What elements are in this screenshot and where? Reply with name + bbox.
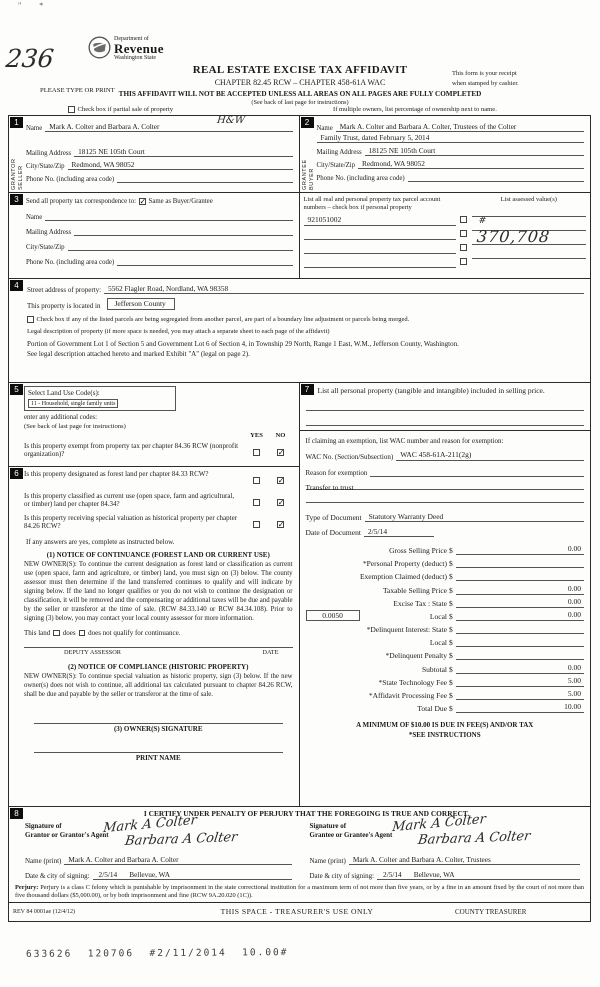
assessed-values-header: List assessed value(s) — [500, 196, 557, 203]
owner-signature-field[interactable] — [34, 716, 283, 724]
reason-label: Reason for exemption — [305, 468, 368, 477]
current-use-question-row — [24, 492, 293, 511]
exhibit-note: See legal description attached hereto and marked Exhibit "A" (legal on page 2). — [27, 349, 250, 358]
delinquent-interest-state-field[interactable] — [456, 623, 584, 634]
parcel-4-personal-checkbox[interactable] — [460, 258, 467, 265]
buyer-label: BUYER — [308, 168, 315, 190]
buyer-city-field[interactable] — [358, 159, 584, 169]
seller-mailing-label: Mailing Address — [26, 150, 72, 157]
delinquent-interest-state-label: *Delinquent Interest: State — [366, 625, 447, 635]
wac-number-value: WAC 458-61A-211(2g) — [400, 449, 472, 459]
section-5-badge: 5 — [10, 384, 23, 395]
street-address-field[interactable] — [104, 284, 584, 294]
local-rate-box[interactable]: 0.0050 — [306, 610, 360, 621]
personal-property-deduct-field[interactable] — [456, 557, 584, 568]
land-use-section — [9, 383, 299, 467]
multiple-owners-note: If multiple owners, list percentage of ownership next to name. — [333, 106, 497, 113]
personal-property-field-1[interactable] — [306, 396, 585, 411]
exemption-claim-label: If claiming an exemption, list WAC number and reason for exemption: — [305, 436, 504, 445]
exemption-claimed-field[interactable] — [456, 570, 584, 581]
wac-number-label: WAC No. (Section/Subsection) — [305, 452, 394, 461]
seller-label: SELLER — [18, 165, 24, 190]
legal-description-label: Legal description of property (if more space is needed, you may attach a separate sheet to each page of the affidavit) — [27, 328, 330, 335]
type-of-document-value: Statutory Warranty Deed — [368, 511, 444, 521]
exempt-question: Is this property exempt from property tax per chapter 84.36 RCW (nonprofit organization)? — [24, 442, 239, 459]
reason-field[interactable] — [370, 466, 584, 477]
dollar-sign: $ — [449, 704, 453, 714]
parcel-field-2[interactable] — [304, 226, 456, 240]
grantee-name-print-row — [300, 855, 585, 865]
segregated-label: Check box if any of the listed parcels are being segregated from another parcel, are part of a boundary line adjustment or parcels being merged. — [36, 316, 410, 323]
deputy-assessor-label: DEPUTY ASSESSOR — [64, 648, 121, 656]
parcel-number-1: 921051002 — [307, 214, 342, 224]
exempt-question-row — [24, 442, 293, 461]
historic-yes-checkbox[interactable] — [253, 521, 260, 528]
state-technology-fee-field[interactable]: 5.00 — [456, 676, 584, 687]
money-row — [306, 542, 585, 555]
dollar-sign: $ — [449, 585, 453, 595]
logo-revenue: Revenue — [114, 41, 164, 56]
notice-compliance-text: NEW OWNER(S): To continue special valuation as historic property, sign (3) below. If the new owner(s) does not wish to continue, all additional tax calculated pursuant to chapter 84.26 RCW, shall be due and payable by the seller or transferor at the time of sale. — [24, 672, 293, 698]
dollar-sign: $ — [449, 611, 453, 621]
money-row — [306, 581, 585, 594]
grantee-signature-block[interactable] — [300, 811, 585, 854]
assessed-value-field-4[interactable] — [472, 245, 587, 259]
yes-no-header — [24, 432, 293, 439]
money-row — [306, 608, 585, 621]
located-county-field[interactable]: Jefferson County — [107, 298, 174, 310]
corr-name-field[interactable] — [45, 211, 292, 221]
grantee-sig-label-1: Signature of — [309, 822, 347, 830]
deputy-date-label: DATE — [262, 648, 279, 656]
current-use-question: Is this property classified as current use (open space, farm and agricultural, or timber) land per chapter 84.34? — [24, 492, 235, 509]
dollar-sign: $ — [449, 664, 453, 674]
affidavit-processing-fee-field[interactable]: 5.00 — [456, 689, 584, 700]
grantor-label: GRANTOR — [11, 158, 17, 190]
warning-line: THIS AFFIDAVIT WILL NOT BE ACCEPTED UNLESS ALL AREAS ON ALL PAGES ARE FULLY COMPLETED — [118, 90, 482, 98]
dollar-sign: $ — [449, 651, 453, 661]
historic-question-row — [24, 514, 293, 533]
grantee-label: GRANTEE — [301, 159, 308, 190]
total-due-field[interactable]: 10.00 — [456, 702, 584, 713]
street-address-value: 5562 Flagler Road, Nordland, WA 98358 — [108, 284, 229, 293]
buyer-name-label: Name — [316, 125, 333, 132]
dollar-sign: $ — [449, 625, 453, 635]
dollar-sign: $ — [449, 638, 453, 648]
parties-row — [9, 116, 590, 193]
handwritten-assessed-value — [476, 208, 553, 246]
money-row — [306, 621, 585, 634]
date-of-document-label: Date of Document — [305, 527, 361, 537]
reason-field-line2[interactable] — [306, 477, 585, 490]
treasurer-validation-stamp: 633626 120706 #2/11/2014 10.00# — [25, 947, 289, 960]
section-4-badge: 4 — [10, 280, 23, 291]
land-use-title: Select Land Use Code(s): — [28, 389, 100, 397]
same-as-buyer-label: Same as Buyer/Grantee — [148, 198, 213, 205]
seller-city-label: City/State/Zip — [26, 163, 65, 170]
partial-sale-row — [68, 106, 173, 113]
partial-sale-checkbox[interactable] — [68, 106, 75, 113]
current-use-no-checkbox[interactable] — [277, 499, 284, 506]
grantor-signature-1: Mark A Colter — [102, 812, 198, 837]
subtotal-label: Subtotal — [421, 664, 447, 674]
notice-compliance-title: (2) NOTICE OF COMPLIANCE (HISTORIC PROPERTY) — [68, 662, 249, 671]
state-technology-fee-label: *State Technology Fee — [378, 677, 447, 687]
excise-tax-state-label: Excise Tax : State — [393, 598, 447, 608]
does-not-checkbox[interactable] — [79, 630, 86, 637]
grantee-sig-label-2: Grantee or Grantee's Agent — [309, 830, 393, 839]
grantor-city-field[interactable]: Bellevue, WA — [123, 870, 291, 880]
dor-logo-block — [88, 36, 164, 64]
grantee-signature-1: Mark A Colter — [391, 811, 486, 836]
excise-tax-local-field[interactable]: 0.00 — [456, 610, 584, 621]
corr-mailing-label: Mailing Address — [26, 229, 72, 236]
scan-marks: " * — [18, 1, 52, 10]
grantee-name-print-label: Name (print) — [309, 857, 346, 865]
gross-selling-price-field[interactable]: 0.00 — [456, 544, 584, 555]
section-7-badge: 7 — [301, 384, 314, 395]
seller-name-label: Name — [26, 125, 43, 132]
dollar-sign: $ — [449, 677, 453, 687]
street-address-label: Street address of property: — [27, 286, 102, 294]
dollar-sign: $ — [449, 598, 453, 608]
grantee-date-field[interactable]: 2/5/14 — [377, 870, 408, 880]
delinquent-interest-local-field[interactable] — [456, 636, 584, 647]
corr-city-label: City/State/Zip — [26, 244, 65, 251]
section7-divider — [300, 430, 591, 431]
money-table — [306, 542, 585, 713]
grantor-sig-label-2: Grantor or Grantor's Agent — [25, 830, 109, 839]
wac-number-field[interactable] — [396, 450, 584, 461]
additional-codes-label: enter any additional codes: — [24, 414, 98, 421]
personal-property-checkboxes — [456, 196, 472, 276]
delinquent-interest-local-label: Local — [429, 638, 447, 648]
grantor-signature-block[interactable] — [15, 812, 300, 854]
signature-section — [9, 807, 590, 903]
buyer-city-value: Redmond, WA 98052 — [362, 159, 425, 168]
excise-tax-local-label: Local — [429, 611, 447, 621]
yes-column-header: YES — [250, 432, 263, 439]
buyer-name-field-line2[interactable] — [317, 133, 585, 143]
grantee-date-row — [300, 870, 585, 880]
parcel-section — [300, 193, 591, 278]
deputy-assessor-line[interactable] — [24, 647, 293, 656]
perjury-text: Perjury is a class C felony which is punishable by imprisonment in the state correctional institution for a maximum term of not more than five years, or by a fine in an amount fixed by the court of not more than five thousand dollars ($5,000.00), or by both imprisonment and fine (RCW 9A.20.020 (1C)). — [15, 884, 584, 900]
located-in-label: This property is located in — [27, 302, 101, 310]
county-treasurer-label: COUNTY TREASURER — [455, 907, 527, 916]
same-as-buyer-checkbox[interactable] — [139, 198, 146, 205]
perjury-statement — [15, 884, 584, 901]
main-columns — [9, 383, 590, 807]
assessed-values-column — [472, 196, 587, 276]
chapter-line: CHAPTER 82.45 RCW – CHAPTER 458-61A WAC — [214, 78, 386, 87]
rev-number: REV 84 0001ae (12/4/12) — [13, 908, 76, 915]
grantee-date-label: Date & city of signing: — [309, 872, 375, 880]
logo-department-of: Department of — [114, 36, 149, 42]
print-name-label: PRINT NAME — [135, 753, 181, 762]
grantor-date-field[interactable]: 2/5/14 — [93, 870, 124, 880]
buyer-section — [300, 116, 591, 192]
dor-logo-icon — [88, 36, 111, 64]
money-row — [306, 674, 585, 687]
receipt-note — [452, 69, 587, 89]
buyer-mailing-value: 18125 NE 105th Court — [368, 146, 436, 155]
historic-no-checkbox[interactable] — [277, 521, 284, 528]
forest-yes-checkbox[interactable] — [253, 477, 260, 484]
parcel-field-1[interactable] — [304, 212, 456, 226]
type-of-document-field[interactable] — [365, 512, 584, 522]
grantor-sig-label-1: Signature of — [25, 822, 62, 830]
money-row — [306, 687, 585, 700]
corr-city-field[interactable] — [68, 241, 293, 251]
seller-phone-field[interactable] — [117, 173, 292, 183]
buyer-phone-label: Phone No. (including area code) — [316, 175, 405, 182]
grantor-signature-2: Barbara A Colter — [123, 829, 239, 850]
qualify-row — [24, 629, 293, 637]
parcel-header: List all real and personal property tax parcel account numbers – check box if personal property — [303, 196, 441, 211]
grantor-name-print-field[interactable] — [64, 855, 291, 865]
seller-name-value: Mark A. Colter and Barbara A. Colter — [49, 122, 160, 131]
grantor-name-print-row — [15, 855, 300, 865]
excise-tax-state-field[interactable]: 0.00 — [456, 597, 584, 608]
exempt-yes-checkbox[interactable] — [253, 449, 260, 456]
parcel-1-personal-checkbox[interactable] — [460, 216, 467, 223]
footer-row — [9, 903, 590, 920]
does-label: does — [62, 628, 76, 637]
minimum-fee-note: A MINIMUM OF $10.00 IS DUE IN FEE(S) AND/OR TAX — [356, 721, 534, 730]
form-body — [8, 115, 591, 922]
total-due-label: Total Due — [417, 704, 447, 714]
print-name-block — [24, 745, 293, 762]
correspondence-parcel-row — [9, 193, 590, 279]
grantor-date-row — [15, 870, 300, 880]
reason-value: Transfer to trust — [305, 482, 354, 492]
certify-statement: I CERTIFY UNDER PENALTY OF PERJURY THAT THE FOREGOING IS TRUE AND CORRECT. — [143, 809, 470, 818]
buyer-name-field[interactable] — [336, 122, 584, 132]
date-of-document-row — [306, 527, 585, 537]
legal-description-text: Portion of Government Lot 1 of Section 5 and Government Lot 6 of Section 4, in Township 29 North, Range 1 East, W.M., Jefferson County, Washington. — [27, 340, 459, 348]
personal-property-deduct-label: *Personal Property (deduct) — [362, 559, 447, 569]
reason-row — [306, 466, 585, 477]
money-row — [306, 660, 585, 673]
please-type-or-print: PLEASE TYPE OR PRINT — [40, 87, 115, 94]
corr-phone-field[interactable] — [117, 256, 292, 266]
owner-signature-label: (3) OWNER(S) SIGNATURE — [113, 724, 203, 733]
does-checkbox[interactable] — [53, 630, 60, 637]
grantor-name-print-value: Mark A. Colter and Barbara A. Colter — [68, 855, 179, 864]
date-of-document-value: 2/5/14 — [367, 526, 388, 536]
buyer-grantee-vertical-label — [302, 130, 315, 190]
print-name-field[interactable] — [34, 745, 283, 753]
segregated-checkbox[interactable] — [27, 316, 34, 323]
forest-no-checkbox[interactable] — [277, 477, 284, 484]
grantee-name-print-value: Mark A. Colter and Barbara A. Colter, Trustees — [352, 855, 491, 864]
money-row — [306, 634, 585, 647]
grantee-name-print-field[interactable] — [349, 855, 580, 865]
dor-logo-text — [114, 36, 164, 61]
right-column — [300, 383, 591, 807]
left-column — [9, 383, 300, 807]
send-correspondence-label: Send all property tax correspondence to: — [26, 198, 137, 205]
dollar-sign: $ — [449, 572, 453, 582]
parcel-field-3[interactable] — [304, 240, 456, 254]
handwritten-hw-annotation: H&W — [216, 115, 246, 126]
delinquent-penalty-field[interactable] — [456, 649, 584, 660]
land-use-box — [24, 386, 176, 411]
section-3-badge: 3 — [10, 194, 23, 205]
seller-city-value: Redmond, WA 98052 — [71, 160, 135, 169]
seller-mailing-field[interactable] — [74, 147, 292, 157]
handwritten-corner-number: 236 — [4, 44, 56, 73]
corr-name-label: Name — [26, 214, 43, 221]
grantor-date-label: Date & city of signing: — [25, 872, 90, 880]
parcel-numbers-column — [304, 196, 456, 276]
seller-phone-label: Phone No. (including area code) — [26, 176, 115, 183]
affidavit-processing-fee-label: *Affidavit Processing Fee — [368, 691, 447, 700]
buyer-name-value-1: Mark A. Colter and Barbara A. Colter, Trustees of the Colter — [339, 122, 517, 131]
dollar-sign: $ — [449, 559, 453, 569]
parcel-2-personal-checkbox[interactable] — [460, 230, 467, 237]
seller-name-field[interactable] — [45, 115, 292, 132]
this-land-label: This land — [24, 628, 51, 637]
form-title: REAL ESTATE EXCISE TAX AFFIDAVIT — [192, 64, 408, 76]
notice-continuance-text: NEW OWNER(S): To continue the current designation as forest land or classification as current use (open space, farm and agriculture, or timber) land, you must sign on (3) below. The county assessor must then determine if the land transferred continues to qualify and will indicate by signing below. If the land no longer qualifies or you do not wish to continue the designation or classification, it will be removed and the compensating or additional taxes will be due and payable by the seller or transferor at the time of sale. (RCW 84.33.140 or RCW 84.34.108). Prior to signing (3) below, you may contact your local county assessor for more information. — [24, 561, 293, 622]
section5-see-back: (See back of last page for instructions) — [24, 423, 126, 430]
dollar-sign: $ — [449, 545, 453, 555]
corr-phone-label: Phone No. (including area code) — [26, 259, 115, 266]
see-instructions-note: *SEE INSTRUCTIONS — [408, 731, 481, 740]
type-of-document-row — [306, 512, 585, 522]
seller-mailing-value: 18125 NE 105th Court — [78, 147, 145, 156]
buyer-name-value-2: Family Trust, dated February 5, 2014 — [320, 133, 430, 142]
exempt-no-checkbox[interactable] — [277, 449, 284, 456]
handwritten-assessed-number: 370,708 — [475, 227, 551, 246]
subtotal-field[interactable]: 0.00 — [456, 663, 584, 674]
section-8-badge: 8 — [10, 808, 23, 819]
buyer-phone-field[interactable] — [408, 172, 584, 182]
owner-signature-block — [24, 716, 293, 733]
receipt-note-line1: This form is your receipt — [452, 70, 517, 77]
personal-property-field-2[interactable] — [306, 411, 585, 426]
historic-question: Is this property receiving special valuation as historical property per chapter 84.26 RCW? — [24, 514, 238, 531]
exemption-claimed-label: Exemption Claimed (deduct) — [359, 572, 447, 582]
parcel-3-personal-checkbox[interactable] — [460, 244, 467, 251]
logo-washington-state: Washington State — [114, 55, 157, 61]
corr-mailing-field[interactable] — [74, 226, 292, 236]
handwritten-dollar-mark: # — [477, 216, 487, 226]
perjury-label: Perjury: — [15, 884, 39, 891]
money-row — [306, 595, 585, 608]
personal-property-label: List all personal property (tangible and intangible) included in selling price. — [317, 386, 545, 395]
section-1-badge: 1 — [10, 117, 23, 128]
seller-grantor-vertical-label — [11, 130, 24, 190]
buyer-mailing-label: Mailing Address — [316, 149, 362, 156]
if-yes-note: If any answers are yes, complete as instructed below. — [26, 538, 175, 546]
taxable-selling-price-field[interactable]: 0.00 — [456, 584, 584, 595]
tax-correspondence-section — [9, 193, 300, 278]
does-not-label: does not qualify for continuance. — [88, 628, 181, 637]
seller-section — [9, 116, 300, 192]
grantee-city-field[interactable]: Bellevue, WA — [408, 870, 580, 880]
type-of-document-label: Type of Document — [305, 512, 362, 522]
section-6-badge: 6 — [10, 468, 23, 479]
date-of-document-field[interactable] — [364, 527, 434, 537]
buyer-city-label: City/State/Zip — [316, 162, 356, 169]
segregated-row — [27, 316, 584, 323]
classification-section — [9, 467, 299, 762]
gross-selling-price-label: Gross Selling Price — [389, 545, 447, 555]
seller-city-field[interactable] — [68, 160, 293, 170]
grantor-name-print-label: Name (print) — [25, 857, 62, 865]
delinquent-penalty-label: *Delinquent Penalty — [385, 651, 447, 661]
section-2-badge: 2 — [301, 117, 314, 128]
buyer-mailing-field[interactable] — [365, 146, 584, 156]
grantee-signature-2: Barbara A Colter — [416, 828, 531, 849]
current-use-yes-checkbox[interactable] — [253, 499, 260, 506]
notice-continuance-title: (1) NOTICE OF CONTINUANCE (FOREST LAND OR CURRENT USE) — [46, 551, 270, 559]
money-row — [306, 568, 585, 581]
forest-question-row — [24, 470, 293, 489]
receipt-note-line2: when stamped by cashier. — [452, 79, 519, 87]
money-row — [306, 647, 585, 660]
money-row — [306, 555, 585, 568]
wac-row — [306, 450, 585, 461]
parcel-field-4[interactable] — [304, 254, 456, 268]
money-row — [306, 700, 585, 713]
see-back-note: (See back of last page for instructions) — [251, 99, 349, 106]
partial-sale-label: Check box if partial sale of property — [77, 106, 174, 113]
no-column-header: NO — [275, 432, 286, 439]
dollar-sign: $ — [449, 691, 453, 700]
forest-question: Is this property designated as forest land per chapter 84.33 RCW? — [24, 470, 209, 478]
treasurer-space-label: THIS SPACE - TREASURER'S USE ONLY — [220, 907, 374, 916]
property-section — [9, 279, 590, 383]
taxable-selling-price-label: Taxable Selling Price — [382, 585, 447, 595]
land-use-code-select[interactable]: 11 - Household, single family units — [28, 399, 118, 408]
